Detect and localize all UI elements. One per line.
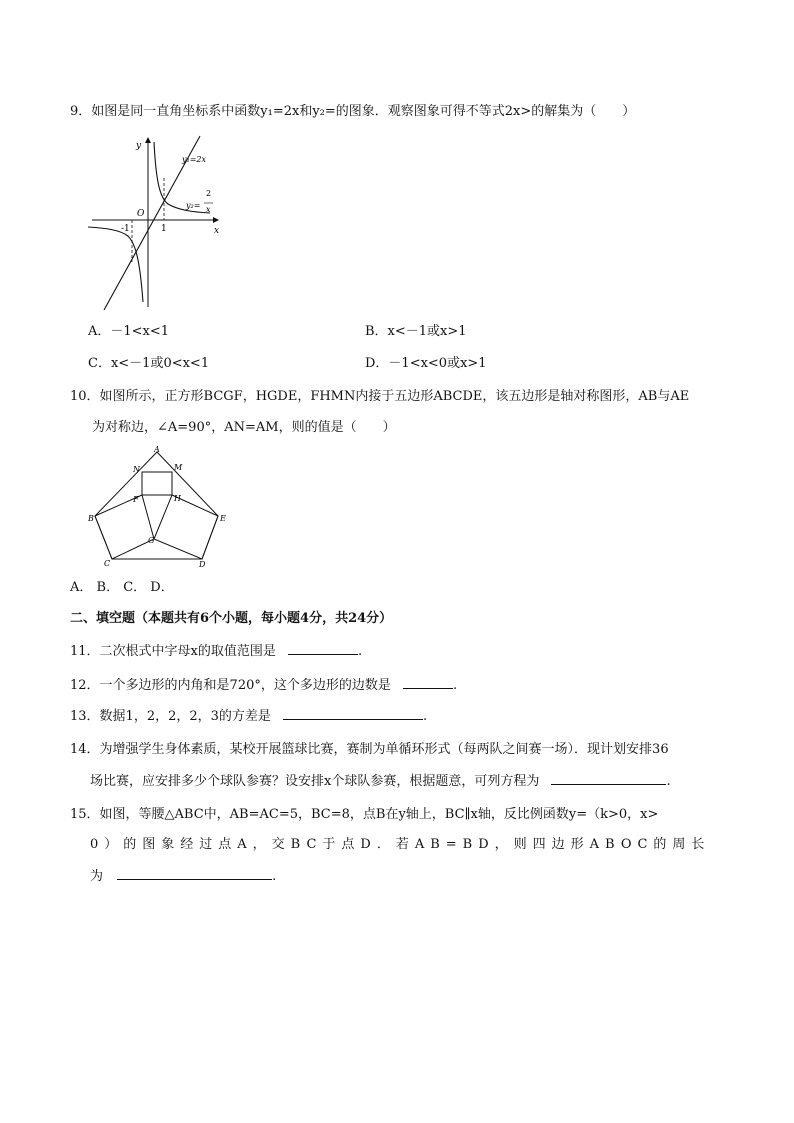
q10-label-n: N	[133, 465, 140, 474]
q9-stem: 9．如图是同一直角坐标系中函数y₁=2x和y₂=的图象．观察图象可得不等式2x>的解集为（ ）	[70, 104, 636, 119]
q10-label-d: D	[199, 560, 206, 569]
q9-option-b: B．x<－1或x>1	[365, 324, 467, 339]
q11-end: .	[358, 644, 363, 659]
q9-origin-label: O	[137, 209, 145, 219]
q9-option-d: D．－1<x<0或x>1	[365, 356, 487, 371]
q10-pentagon	[95, 452, 218, 559]
q10-square-hgde	[154, 495, 218, 559]
q9-hyperbola-branch-3	[88, 227, 143, 302]
q9-option-a: A．－1<x<1	[88, 324, 170, 339]
q15-line2: 0）的图象经过点A，交BC于点D．若AB=BD，则四边形ABOC的周长	[90, 837, 711, 852]
q15-end: .	[272, 869, 277, 884]
q9-label-y2: y₂=	[186, 201, 201, 210]
q10-label-b: B	[88, 514, 94, 523]
q10-square-bcgf	[95, 495, 154, 559]
q11-text: 11．二次根式中字母x的取值范围是	[70, 644, 276, 659]
q11	[70, 642, 362, 661]
q10-label-m: M	[174, 463, 183, 472]
q9-label-y2-num: 2	[206, 189, 212, 198]
q10-pentagon-figure	[86, 446, 236, 570]
q15-text: 为	[90, 869, 104, 884]
q9-tick-1: 1	[161, 224, 167, 234]
q12-text: 12．一个多边形的内角和是720°，这个多边形的边数是	[70, 678, 391, 693]
q13	[70, 707, 427, 726]
q10-stem-line1: 10．如图所示，正方形BCGF，HGDE，FHMN内接于五边形ABCDE，该五边形是轴对称图形，AB与AE	[70, 389, 690, 404]
q15-answer-blank[interactable]	[117, 867, 272, 880]
q14-end: .	[666, 774, 671, 789]
section2-heading: 二、填空题（本题共有6个小题，每小题4分，共24分）	[70, 611, 393, 626]
q9-tick-neg1: -1	[121, 224, 130, 234]
q9-label-y1: y₁=2x	[182, 155, 207, 164]
q14-text: 场比赛，应安排多少个球队参赛？设安排x个球队参赛，根据题意，可列方程为	[90, 774, 540, 789]
q15-line3	[90, 867, 276, 886]
q14-answer-blank[interactable]	[551, 772, 666, 785]
q9-y-axis-label: y	[136, 141, 142, 151]
q9-option-c: C．x<－1或0<x<1	[88, 356, 210, 371]
q10-label-g: G	[148, 536, 155, 545]
q10-label-a: A	[154, 446, 160, 454]
q10-options: A． B． C． D．	[70, 580, 174, 595]
q12-end: .	[453, 678, 458, 693]
q10-square-fhmn	[142, 472, 172, 495]
q13-answer-blank[interactable]	[283, 707, 423, 720]
q10-label-e: E	[220, 514, 226, 523]
q10-label-c: C	[104, 559, 111, 568]
q13-text: 13．数据1，2，2，2，3的方差是	[70, 709, 271, 724]
q10-stem-line2: 为对称边，∠A=90°，AN=AM，则的值是（ ）	[92, 420, 396, 435]
q9-x-axis-label: x	[214, 226, 220, 236]
q9-hyperbola-branch-1	[154, 142, 210, 213]
q14-line1: 14．为增强学生身体素质，某校开展篮球比赛，赛制为单循环形式（每两队之间赛一场）．现计划安排36	[70, 742, 669, 757]
q15-line1: 15．如图，等腰△ABC中，AB=AC=5，BC=8，点B在y轴上，BC∥x轴，反比例函数y=（k>0，x>	[70, 807, 659, 822]
q9-function-graph	[88, 132, 228, 314]
q12-answer-blank[interactable]	[403, 676, 453, 689]
q9-label-y2-den: x	[206, 205, 211, 214]
q11-answer-blank[interactable]	[288, 642, 358, 655]
q10-label-f: F	[133, 495, 139, 504]
q10-label-h: H	[174, 494, 181, 503]
q14-line2	[90, 772, 671, 791]
q12	[70, 676, 457, 695]
q13-end: .	[423, 709, 428, 724]
